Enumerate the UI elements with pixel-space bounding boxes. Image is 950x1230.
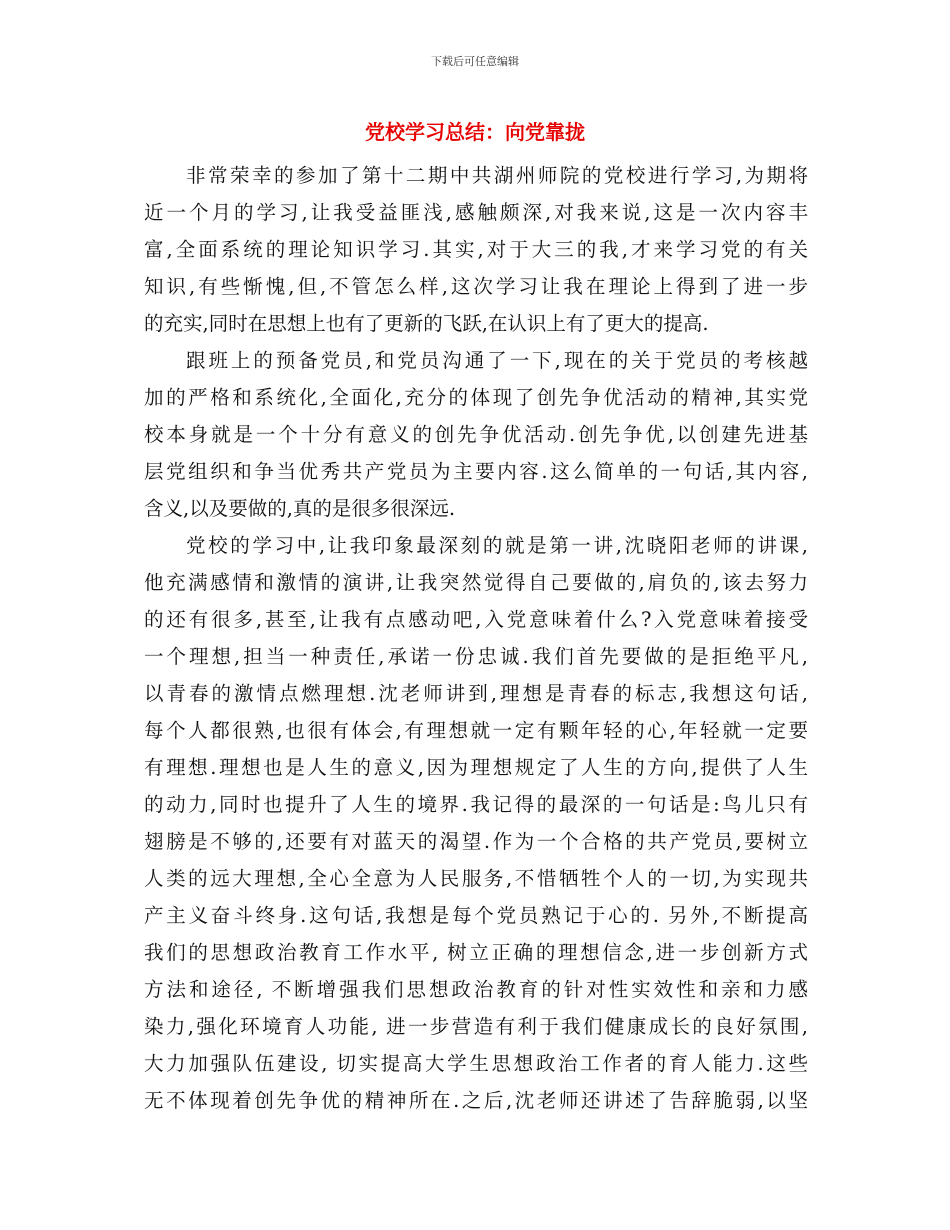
document-title: 党校学习总结：向党靠拢 xyxy=(365,120,585,144)
body-text-line: 的还有很多,甚至,让我有点感动吧,入党意味着什么?入党意味着接受 xyxy=(144,608,808,631)
body-text-line: 的充实,同时在思想上也有了更新的飞跃,在认识上有了更大的提高. xyxy=(144,312,709,335)
body-text-line: 加的严格和系统化,全面化,充分的体现了创先争优活动的精神,其实党 xyxy=(144,386,808,409)
body-text-line: 跟班上的预备党员,和党员沟通了一下,现在的关于党员的考核越 xyxy=(186,349,808,372)
body-text-line: 他充满感情和激情的演讲,让我突然觉得自己要做的,肩负的,该去努力 xyxy=(144,571,808,594)
body-text-line: 人类的远大理想,全心全意为人民服务,不惜牺牲个人的一切,为实现共 xyxy=(144,867,808,890)
body-text-line: 党校的学习中,让我印象最深刻的就是第一讲,沈晓阳老师的讲课, xyxy=(186,534,808,557)
body-text-line: 知识,有些惭愧,但,不管怎么样,这次学习让我在理论上得到了进一步 xyxy=(144,275,808,298)
body-text-line: 校本身就是一个十分有意义的创先争优活动.创先争优,以创建先进基 xyxy=(144,423,808,446)
body-text-line: 染力,强化环境育人功能, 进一步营造有利于我们健康成长的良好氛围, xyxy=(144,1015,808,1038)
body-text-line: 大力加强队伍建设, 切实提高大学生思想政治工作者的育人能力.这些 xyxy=(144,1052,808,1075)
body-text-line: 含义,以及要做的,真的是很多很深远. xyxy=(144,497,456,520)
body-text-line: 一个理想,担当一种责任,承诺一份忠诚.我们首先要做的是拒绝平凡, xyxy=(144,645,808,668)
body-text-line: 层党组织和争当优秀共产党员为主要内容.这么简单的一句话,其内容, xyxy=(144,460,808,483)
body-text-line: 无不体现着创先争优的精神所在.之后,沈老师还讲述了告辞脆弱,以坚 xyxy=(144,1089,808,1112)
body-text-line: 产主义奋斗终身.这句话,我想是每个党员熟记于心的. 另外,不断提高 xyxy=(144,904,808,927)
document-body xyxy=(144,157,808,1119)
body-text-line: 我们的思想政治教育工作水平, 树立正确的理想信念,进一步创新方式 xyxy=(144,941,808,964)
body-text-line: 翅膀是不够的,还要有对蓝天的渴望.作为一个合格的共产党员,要树立 xyxy=(144,830,808,853)
body-text-line: 方法和途径, 不断增强我们思想政治教育的针对性实效性和亲和力感 xyxy=(144,978,808,1001)
body-text-line: 有理想.理想也是人生的意义,因为理想规定了人生的方向,提供了人生 xyxy=(144,756,808,779)
body-text-line: 的动力,同时也提升了人生的境界.我记得的最深的一句话是:鸟儿只有 xyxy=(144,793,808,816)
body-text-line: 以青春的激情点燃理想.沈老师讲到,理想是青春的标志,我想这句话, xyxy=(144,682,808,705)
body-text-line: 富,全面系统的理论知识学习.其实,对于大三的我,才来学习党的有关 xyxy=(144,238,808,261)
body-text-line: 近一个月的学习,让我受益匪浅,感触颇深,对我来说,这是一次内容丰 xyxy=(144,201,808,224)
body-text-line: 每个人都很熟,也很有体会,有理想就一定有颗年轻的心,年轻就一定要 xyxy=(144,719,808,742)
body-text-line: 非常荣幸的参加了第十二期中共湖州师院的党校进行学习,为期将 xyxy=(186,164,808,187)
page-header: 下载后可任意编辑 xyxy=(431,55,519,68)
